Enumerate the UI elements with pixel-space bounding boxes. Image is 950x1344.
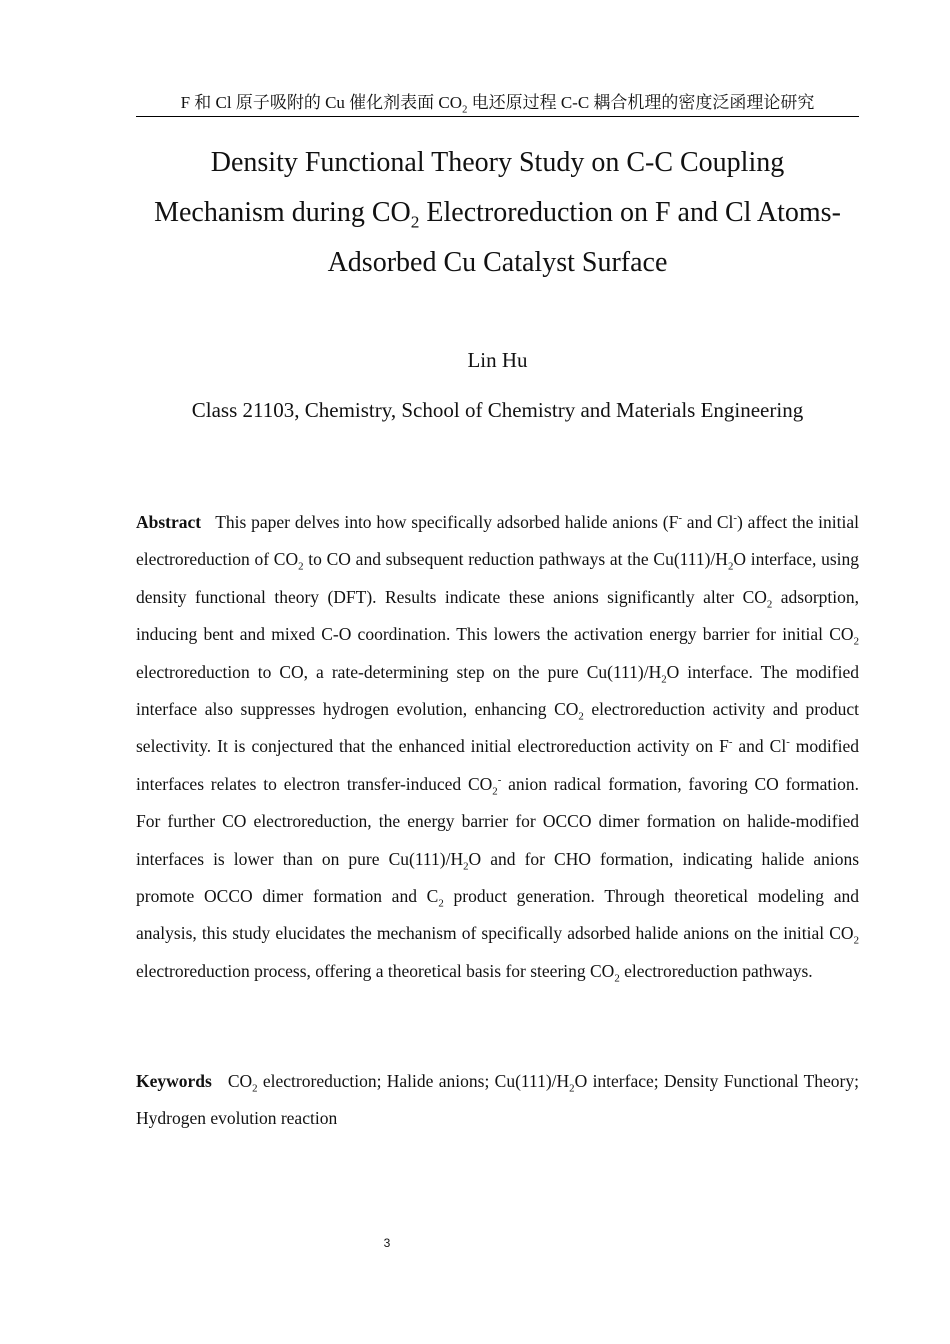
abstract-paragraph: Abstract This paper delves into how specifically adsorbed halide anions (F- and Cl-) affect the initial electroreduction of $CO_2$ to CO and subsequent reduction pathways at the $Cu(111)/H_2O$ interface, using density functional theory (DFT). Results indicate these anions significantly alter $CO_2$ adsorption, inducing bent and mixed C-O coordination. This lowers the activation energy barrier for initial $CO_2$ electroreduction to CO, a rate-determining step on the pure $Cu(111)/H_2O$ interface. The modified interface also suppresses hydrogen evolution, enhancing $CO_2$ electroreduction activity and product selectivity. It is conjectured that the enhanced initial electroreduction activity on F- and Cl- modified interfaces relates to electron transfer-induced $CO_2^-$ anion radical formation, favoring CO formation. For further CO electroreduction, the energy barrier for OCCO dimer formation on halide-modified interfaces is lower than on pure $Cu(111)/H_2O$ and for CHO formation, indicating halide anions promote OCCO dimer formation and $C_2$ product generation. Through theoretical modeling and analysis, this study elucidates the mechanism of specifically adsorbed halide anions on the initial $CO_2$ electroreduction process, offering a theoretical basis for steering $CO_2$ electroreduction pathways.	[136, 512, 860, 985]
keywords-label: Keywords	[136, 1071, 212, 1091]
paper-title	[120, 138, 875, 288]
title-line-3: Adsorbed Cu Catalyst Surface	[327, 247, 668, 278]
running-header: F 和 Cl 原子吸附的 Cu 催化剂表面 $CO_2$ 电还原过程 C-C 耦合机理的密度泛函理论研究	[136, 92, 859, 117]
author-affiliation: Class 21103, Chemistry, School of Chemistry and Materials Engineering	[191, 398, 804, 422]
title-line-2: Mechanism during $CO_2$ Electroreduction on F and Cl Atoms-	[154, 197, 841, 232]
abstract-label: Abstract	[136, 512, 202, 532]
keywords-paragraph: Keywords $CO_2$ electroreduction; Halide anions; $Cu(111)/H_2O$ interface; Density Functional Theory; Hydrogen evolution reaction	[136, 1071, 859, 1129]
page-number: 3	[383, 1236, 391, 1250]
title-line-1: Density Functional Theory Study on C-C Coupling	[210, 147, 785, 178]
author-name: Lin Hu	[467, 348, 528, 372]
